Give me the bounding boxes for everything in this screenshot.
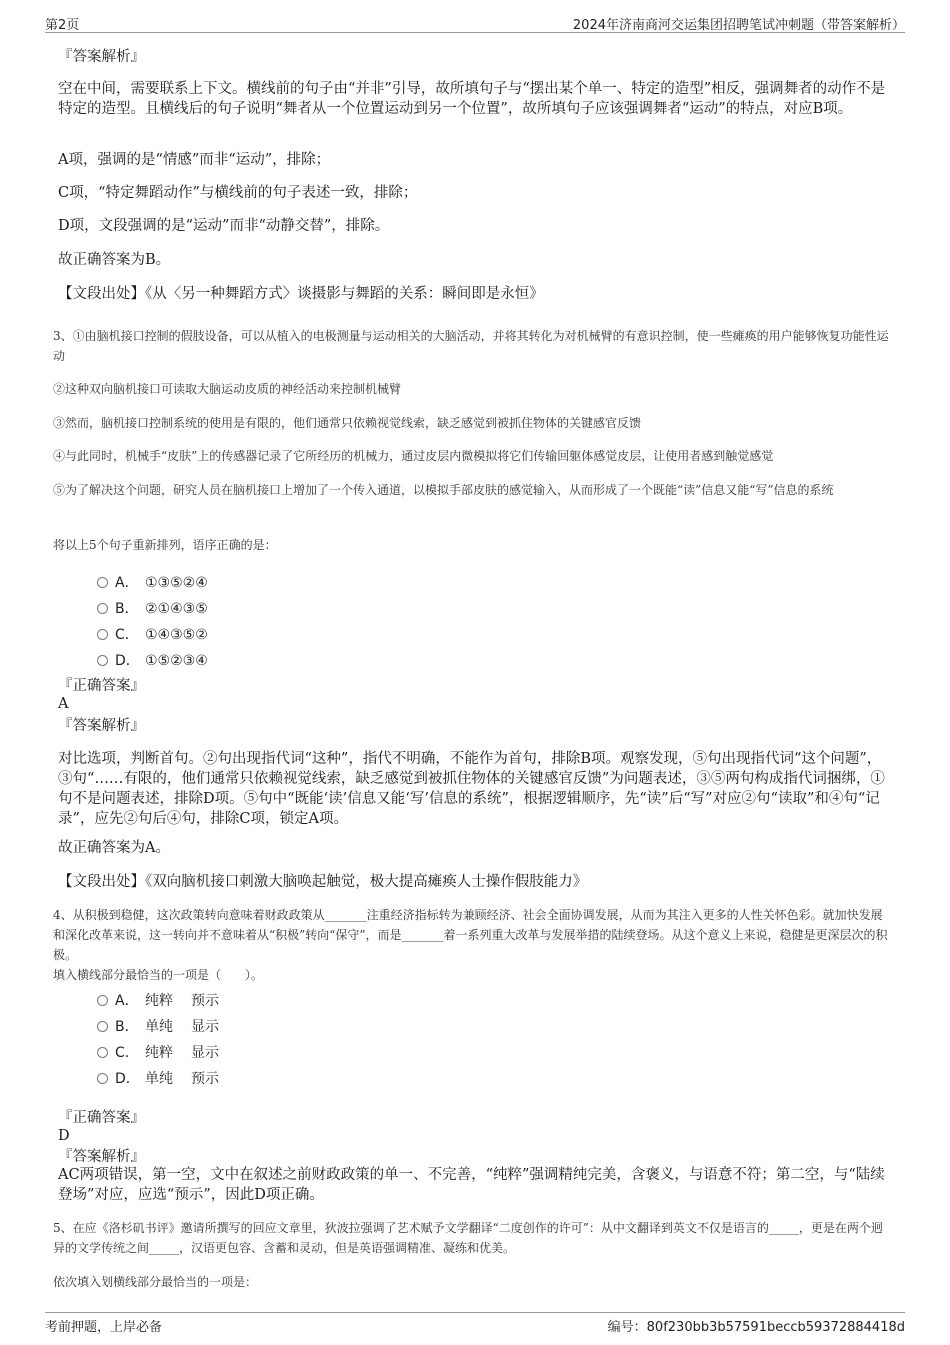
q4-analysis-heading: 『答案解析』 <box>58 1149 145 1165</box>
q4-stem: 4、从积极到稳健，这次政策转向意味着财政政策从_______注重经济指标转为兼顾经济、社会全面协调发展，从而为其注入更多的人性关怀色彩。就加快发展和深化改革来说，这一转向并不意味着从“积极”转向“保守”，而是_______着一系列重大改革与发展举措的陆续登场。从这个意义上来说，稳健是更深层次的积极。 <box>53 908 888 962</box>
radio-icon[interactable] <box>97 1047 108 1058</box>
q4-option-c[interactable]: C． 纯粹 显示 <box>97 1042 219 1062</box>
radio-icon[interactable] <box>97 1073 108 1084</box>
q3-sentence-5: ⑤为了解决这个问题，研究人员在脑机接口上增加了一个传入通道，以模拟手部皮肤的感觉输入，从而形成了一个既能“读”信息又能“写”信息的系统 <box>53 483 834 497</box>
footer-slogan: 考前押题，上岸必备 <box>45 1320 163 1335</box>
q4-answer: D <box>58 1128 70 1144</box>
q3-sentence-1: 3、①由脑机接口控制的假肢设备，可以从植入的电极测量与运动相关的大脑活动，并将其转化为对机械臂的有意识控制，使一些瘫痪的用户能够恢复功能性运动 <box>53 329 889 363</box>
q2-conclusion: 故正确答案为B。 <box>58 252 171 268</box>
q3-source: 【文段出处】《双向脑机接口刺激大脑唤起触觉，极大提高瘫痪人士操作假肢能力》 <box>58 874 588 890</box>
q3-answer: A <box>58 696 69 712</box>
q3-analysis-text: 对比选项，判断首句。②句出现指代词“这种”，指代不明确，不能作为首句，排除B项。观察发现，⑤句出现指代词“这个问题”，③句“……有限的，他们通常只依赖视觉线索，缺乏感觉到被抓住物体的关键感官反馈”为问题表述，③⑤两句构成指代词捆绑，①句不是问题表述，排除D项。⑤句中“既能‘读’信息又能‘写’信息的系统”，根据逻辑顺序，先“读”后“写”对应②句“读取”和④句“记录”，应先②句后④句，排除C项，锁定A项。 <box>58 751 885 827</box>
q4-option-a[interactable]: A． 纯粹 预示 <box>97 990 219 1010</box>
q3-option-d[interactable]: D． ①⑤②③④ <box>97 650 208 670</box>
q3-sentence-3: ③然而，脑机接口控制系统的使用是有限的，他们通常只依赖视觉线索，缺乏感觉到被抓住物体的关键感官反馈 <box>53 416 642 430</box>
q5-stem: 5、在应《洛杉矶书评》邀请所撰写的回应文章里，狄波拉强调了艺术赋予文学翻译“二度创作的许可”：从中文翻译到英文不仅是语言的_____，更是在两个迥异的文学传统之间_____，汉语更包容、含蓄和灵动，但是英语强调精准、凝练和优美。 <box>53 1221 883 1255</box>
document-title: 2024年济南商河交运集团招聘笔试冲刺题（带答案解析） <box>572 18 905 33</box>
q2-analysis-option-d: D项，文段强调的是“运动”而非“动静交替”，排除。 <box>58 218 390 234</box>
radio-icon[interactable] <box>97 995 108 1006</box>
page-header <box>45 14 905 33</box>
q3-option-c[interactable]: C． ①④③⑤② <box>97 624 208 644</box>
q2-source: 【文段出处】《从〈另一种舞蹈方式〉谈摄影与舞蹈的关系：瞬间即是永恒》 <box>58 286 544 302</box>
radio-icon[interactable] <box>97 629 108 640</box>
q4-option-b[interactable]: B． 单纯 显示 <box>97 1016 219 1036</box>
radio-icon[interactable] <box>97 603 108 614</box>
q3-answer-heading: 『正确答案』 <box>58 678 145 694</box>
radio-icon[interactable] <box>97 1021 108 1032</box>
q2-analysis-text: 空在中间，需要联系上下文。横线前的句子由“并非”引导，故所填句子与“摆出某个单一、特定的造型”相反，强调舞者的动作不是特定的造型。且横线后的句子说明“舞者从一个位置运动到另一个位置”，故所填句子应该强调舞者“运动”的特点，对应B项。 <box>58 81 886 117</box>
q4-option-d[interactable]: D． 单纯 预示 <box>97 1068 219 1088</box>
q3-option-b[interactable]: B． ②①④③⑤ <box>97 598 208 618</box>
q3-sentence-4: ④与此同时，机械手“皮肤”上的传感器记录了它所经历的机械力，通过皮层内微模拟将它们传输回躯体感觉皮层，让使用者感到触觉感觉 <box>53 449 774 463</box>
q2-analysis-heading: 『答案解析』 <box>58 49 145 65</box>
q3-analysis-heading: 『答案解析』 <box>58 718 145 734</box>
radio-icon[interactable] <box>97 655 108 666</box>
q3-conclusion: 故正确答案为A。 <box>58 840 170 856</box>
q3-prompt: 将以上5个句子重新排列，语序正确的是： <box>53 538 277 552</box>
q2-analysis-option-c: C项，“特定舞蹈动作”与横线前的句子表述一致，排除； <box>58 185 418 201</box>
q2-analysis-option-a: A项，强调的是“情感”而非“运动”，排除； <box>58 152 331 168</box>
q3-sentence-2: ②这种双向脑机接口可读取大脑运动皮质的神经活动来控制机械臂 <box>53 382 402 396</box>
page-number: 第2页 <box>45 18 80 33</box>
q4-prompt: 填入横线部分最恰当的一项是（ ）。 <box>53 968 264 982</box>
q3-option-a[interactable]: A． ①③⑤②④ <box>97 572 208 592</box>
q4-answer-heading: 『正确答案』 <box>58 1110 145 1126</box>
document-code: 编号：80f230bb3b57591beccb59372884418d <box>607 1320 905 1335</box>
q5-prompt: 依次填入划横线部分最恰当的一项是： <box>53 1275 258 1289</box>
q4-analysis-text: AC两项错误，第一空，文中在叙述之前财政政策的单一、不完善，“纯粹”强调精纯完美，含褒义，与语意不符；第二空，与“陆续登场”对应，应选“预示”，因此D项正确。 <box>58 1167 885 1203</box>
radio-icon[interactable] <box>97 577 108 588</box>
page-footer <box>45 1312 905 1336</box>
